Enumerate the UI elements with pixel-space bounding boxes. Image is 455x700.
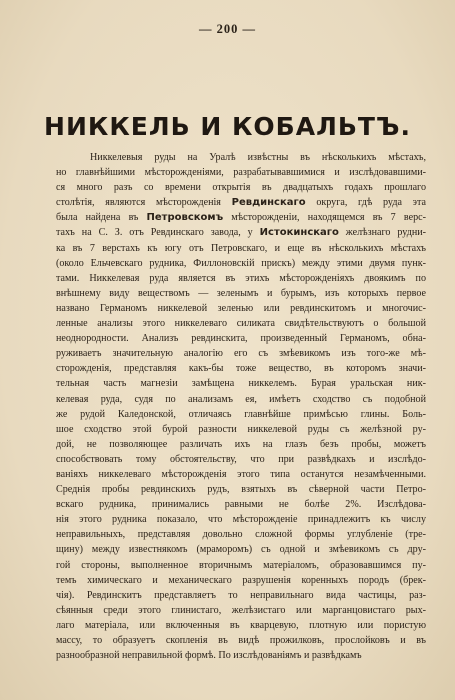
text-line: ка въ 7 верстахъ къ югу отъ Петровскаго, и еще въ нѣсколькихъ мѣстахъ: [56, 242, 426, 254]
text-line: названо Германомъ никкелевой зеленью или ревдинскитомъ и многочис-: [56, 302, 426, 314]
text-line: щину) между известнякомъ (мраморомъ) съ одной и змѣевикомъ съ дру-: [56, 544, 426, 556]
place-name: Петровскомъ: [146, 212, 224, 224]
text-line: тами. Никкелевая руда является въ этихъ мѣсторожденіяхъ двоякимъ по: [56, 272, 426, 284]
text-line: способствовать тому обстоятельству, что при развѣдкахъ и изслѣдо-: [56, 453, 426, 465]
section-title: НИККЕЛЬ И КОБАЛЬТЪ.: [44, 112, 411, 141]
text-line: но главнѣйшими мѣсторожденіями, разрабатывавшимися и изслѣдовавшими-: [56, 167, 426, 179]
text-line: же рудой Каледонской, отличаясь главнѣйше примѣсью глины. Боль-: [56, 408, 426, 420]
text-line: тельная часть магнезіи замѣщена никкелемъ. Бурая уральская ник-: [56, 378, 426, 390]
body-text: [56, 150, 426, 663]
text-line: сѣянныя среди этого глинистаго, желѣзистаго или марганцовистаго рых-: [56, 604, 426, 616]
text-line: сторожденія, представляя какъ-бы тоже вещество, въ которомъ значи-: [56, 363, 426, 375]
place-name: Истокинскаго: [259, 227, 339, 239]
text-line: Среднія пробы ревдинскихъ рудъ, взятыхъ въ сѣверной части Петро-: [56, 484, 426, 496]
text-line: ваніяхъ никкелеваго мѣсторожденія этого типа останутся незамѣченными.: [56, 468, 426, 480]
text-line: Никкелевыя руды на Уралѣ извѣстны въ нѣсколькихъ мѣстахъ,: [90, 152, 426, 163]
text-line: массу, то образуетъ скопленія въ видѣ прожилковъ, прослойковъ и въ: [56, 635, 426, 646]
text-line: была найдена въ Петровскомъ мѣсторожденіи, находящемся въ 7 верс-: [56, 212, 426, 224]
text-line: руживаетъ значительную аналогію его съ змѣевикомъ изъ того-же мѣ-: [56, 348, 426, 360]
text-line: тахъ на С. З. отъ Ревдинскаго завода, у Истокинскаго желѣзнаго рудни-: [56, 227, 426, 239]
place-name: Ревдинскаго: [231, 197, 306, 209]
text-line: столѣтія, являются мѣсторожденія Ревдинскаго округа, гдѣ руда эта: [56, 197, 426, 209]
text-line: разнообразной неправильной формѣ. По изслѣдованіямъ и развѣдкамъ: [56, 650, 362, 662]
text-line: ленные анализы этого никкелеваго силиката свидѣтельствуютъ о большой: [56, 318, 426, 330]
text-line: темъ химическаго и механическаго разрушенія коренныхъ породъ (брек-: [56, 574, 426, 586]
text-line: вскаго рудника, принимались равными не болѣе 2%. Изслѣдова-: [56, 499, 426, 511]
text-line: чія). Ревдинскитъ представляетъ то неправильнаго вида частицы, раз-: [56, 589, 426, 601]
text-line: внѣшнему виду веществомъ — зеленымъ и бурымъ, изъ которыхъ первое: [56, 287, 426, 299]
text-line: нія этого рудника показало, что мѣсторожденіе принадлежитъ къ числу: [56, 514, 426, 526]
page-number: — 200 —: [199, 22, 256, 36]
text-line: (около Ельчевскаго рудника, Филлоновскій прискъ) между этими двумя пунк-: [56, 257, 426, 269]
text-line: лаго матеріала, или включенныя въ кварцевую, плотную или пористую: [56, 619, 426, 631]
text-line: келевая руда, судя по анализамъ ея, имѣетъ сходство съ подобной: [56, 393, 426, 405]
text-line: неоднородности. Анализъ ревдинскита, произведенный Германомъ, обна-: [56, 333, 426, 345]
text-line: гой стороны, выполненное вторичнымъ матеріаломъ, образовавшимся пу-: [56, 559, 426, 571]
text-line: ся много разъ со времени открытія въ двадцатыхъ годахъ прошлаго: [56, 182, 426, 194]
text-line: неправильныхъ, представляя довольно сложной формы углубленіе (тре-: [56, 529, 426, 541]
text-line: шое сходство этой бурой разности никкелевой руды съ желѣзной ру-: [56, 423, 426, 435]
text-line: дой, не позволяющее различать ихъ на глазъ безъ пробы, можетъ: [56, 438, 426, 450]
